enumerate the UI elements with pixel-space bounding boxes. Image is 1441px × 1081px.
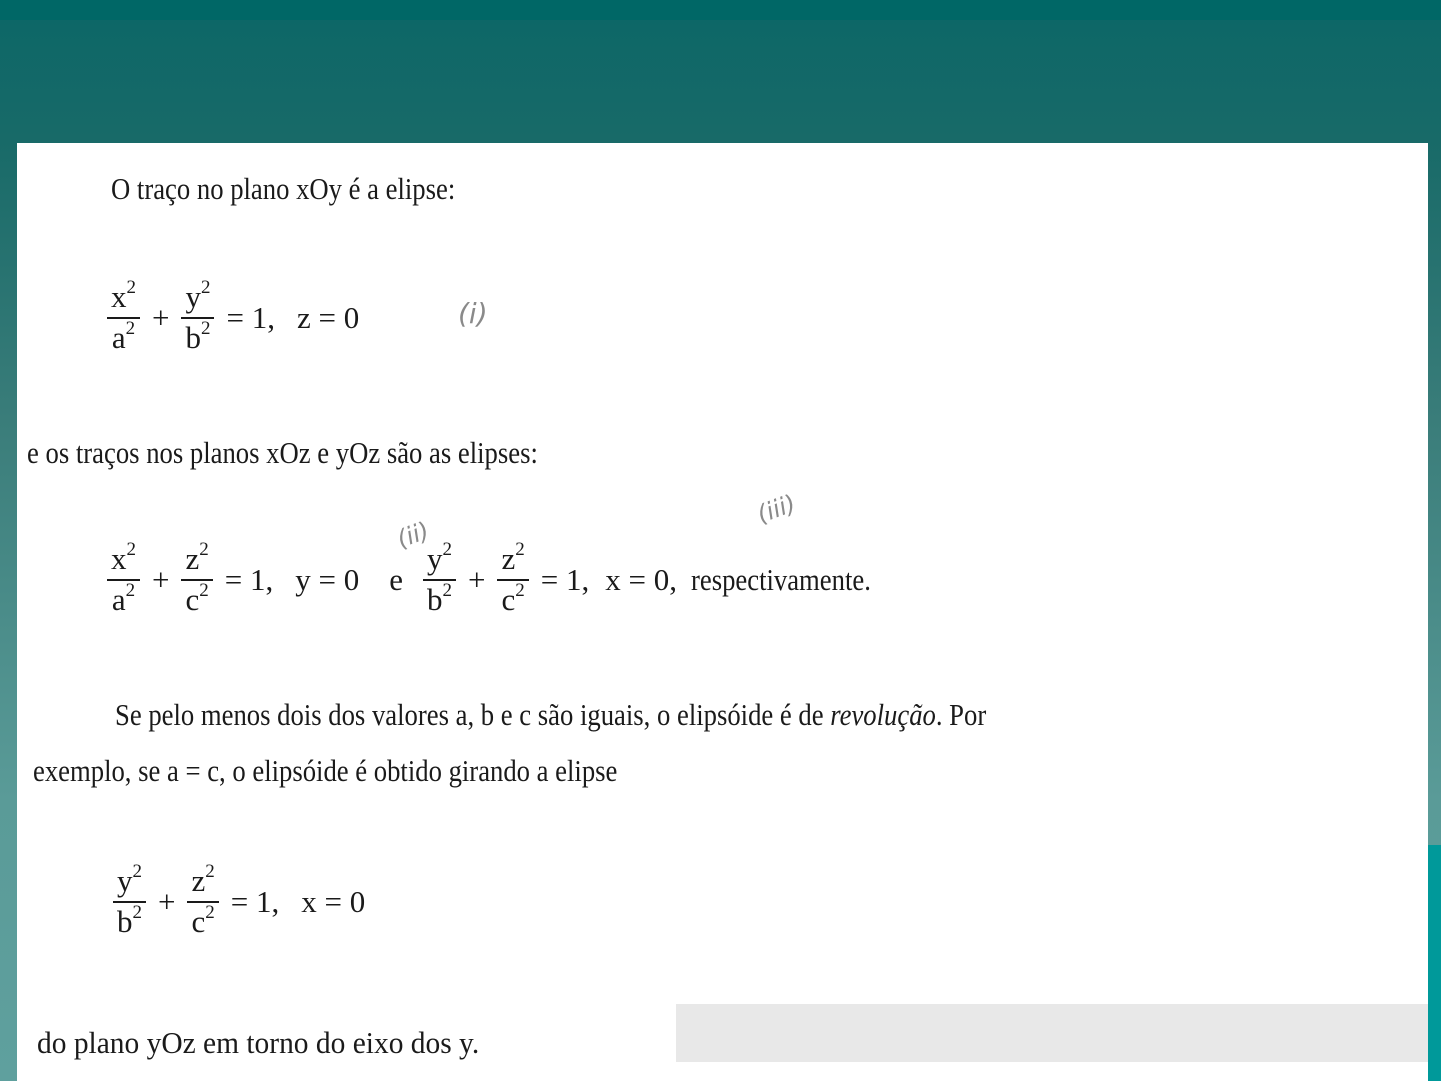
paragraph-revolution-line2: exemplo, se a = c, o elipsóide é obtido girando a elipse [33, 753, 618, 788]
slide-top-band [0, 0, 1441, 20]
fraction-z-over-c-2: $\frac{z^2}{c^2}$ [497, 543, 528, 616]
emphasis-revolucao: revolução [830, 697, 936, 732]
fraction-y-over-b: $\frac{y^2}{b^2}$ [181, 281, 214, 354]
handwritten-annotation-ii: (ii) [393, 516, 433, 554]
fraction-z-over-c: $\frac{z^2}{c^2}$ [181, 543, 212, 616]
fraction-y-over-b: $\frac{y^2}{b^2}$ [113, 865, 146, 938]
intro-line-xoz-yoz: e os traços nos planos xOz e yOz são as elipses: [27, 435, 538, 470]
closing-line-rotation-axis: do plano yOz em torno do eixo dos y. [37, 1025, 480, 1060]
gray-redaction-box [676, 1004, 1428, 1062]
handwritten-annotation-i: (i) [458, 297, 488, 330]
slide-accent-strip [1428, 845, 1441, 1081]
fraction-y-over-b: $\frac{y^2}{b^2}$ [423, 543, 456, 616]
fraction-x-over-a: $\frac{x^2}{a^2}$ [107, 281, 140, 354]
fraction-x-over-a: $\frac{x^2}{a^2}$ [107, 543, 140, 616]
equation-ellipse-yoz: $\frac{y^2}{b^2}$ + $\frac{z^2}{c^2}$ = 1, x = 0 [109, 865, 365, 938]
equation-ellipse-xoy: $\frac{x^2}{a^2}$ + $\frac{y^2}{b^2}$ = 1, z = 0 [103, 281, 359, 354]
equation-ellipses-xoz-yoz: $\frac{x^2}{a^2}$ + $\frac{z^2}{c^2}$ = 1, y = 0 e $\frac{y^2}{b^2}$ + $\frac{z^2}{c^2}$ = 1, x = 0, respectivamente. [103, 543, 900, 616]
handwritten-annotation-iii: (iii) [753, 489, 800, 529]
scanned-page [17, 143, 1428, 1081]
paragraph-revolution-line1: Se pelo menos dois dos valores a, b e c são iguais, o elipsóide é de revolução. Por [115, 697, 987, 732]
fraction-z-over-c: $\frac{z^2}{c^2}$ [187, 865, 218, 938]
intro-line-xoy: O traço no plano xOy é a elipse: [111, 171, 456, 206]
